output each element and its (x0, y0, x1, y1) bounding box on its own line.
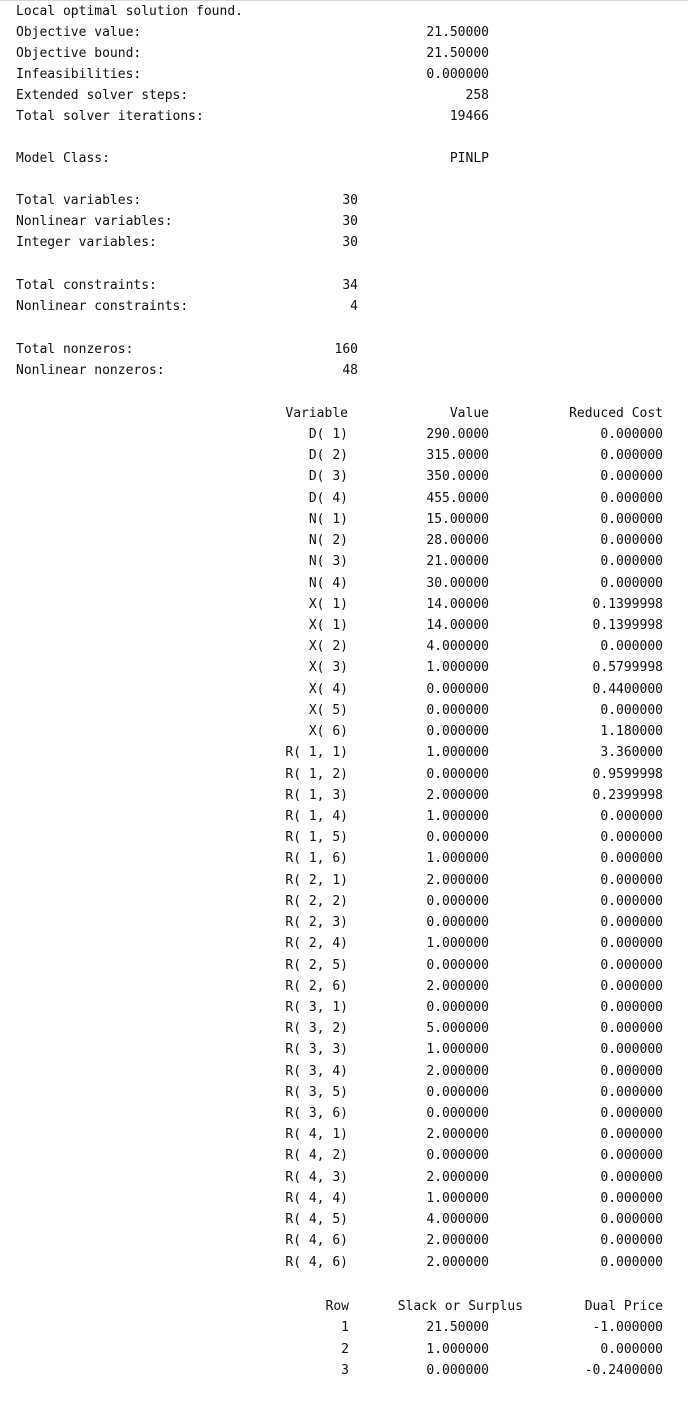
variable-value-cell: 1.000000 (426, 745, 489, 761)
variable-value-cell: 1.000000 (426, 1190, 489, 1206)
model-class-value: PINLP (449, 151, 489, 166)
variable-name-cell: R( 3, 5) (285, 1084, 348, 1100)
variable-value-cell: 2.000000 (426, 1233, 489, 1249)
reduced-cost-cell: 0.1399998 (592, 596, 663, 612)
variables-table-header (0, 403, 688, 424)
variable-value-cell: 14.00000 (426, 617, 489, 633)
variable-name-cell: N( 3) (308, 554, 348, 570)
reduced-cost-cell: 0.000000 (600, 1190, 663, 1206)
reduced-cost-cell: 0.000000 (600, 1042, 663, 1058)
reduced-cost-cell: 0.4400000 (592, 681, 663, 697)
table-row (0, 1188, 688, 1209)
variable-value-cell: 14.00000 (426, 596, 489, 612)
reduced-cost-cell: 0.000000 (600, 978, 663, 994)
table-row (0, 848, 688, 869)
variable-value-cell: 0.000000 (426, 1106, 489, 1122)
variable-name-cell: R( 1, 3) (285, 787, 348, 803)
table-row (0, 509, 688, 530)
stat-row (0, 43, 688, 64)
variable-name-cell: R( 2, 5) (285, 957, 348, 973)
table-row (0, 1061, 688, 1082)
stat-value: 19466 (449, 109, 489, 124)
count-label: Nonlinear constraints: (16, 299, 189, 314)
variable-name-cell: D( 3) (308, 469, 348, 485)
variable-value-cell: 4.000000 (426, 1212, 489, 1228)
row-number-cell: 2 (341, 1341, 349, 1357)
stat-row (0, 22, 688, 43)
dual-price-cell: 0.000000 (600, 1341, 663, 1357)
variable-value-cell: 2.000000 (426, 1254, 489, 1270)
reduced-cost-cell: 0.000000 (600, 1148, 663, 1164)
stat-row (0, 64, 688, 85)
model-class-row (0, 148, 688, 169)
variable-value-cell: 2.000000 (426, 1063, 489, 1079)
table-row (0, 657, 688, 678)
header-value: Value (449, 406, 489, 421)
count-value: 30 (342, 235, 358, 250)
variable-name-cell: R( 2, 4) (285, 936, 348, 952)
table-row (0, 1039, 688, 1060)
variable-value-cell: 2.000000 (426, 787, 489, 803)
count-value: 160 (334, 342, 358, 357)
variables-count-row (0, 190, 688, 211)
variable-name-cell: R( 2, 3) (285, 915, 348, 931)
table-row (0, 424, 688, 445)
reduced-cost-cell: 1.180000 (600, 724, 663, 740)
variable-value-cell: 1.000000 (426, 1042, 489, 1058)
reduced-cost-cell: 0.5799998 (592, 660, 663, 676)
table-row (0, 530, 688, 551)
table-row (0, 721, 688, 742)
header-reduced-cost: Reduced Cost (569, 406, 663, 421)
reduced-cost-cell: 0.000000 (600, 1063, 663, 1079)
variable-value-cell: 0.000000 (426, 999, 489, 1015)
constraints-count-row (0, 296, 688, 317)
variable-value-cell: 1.000000 (426, 660, 489, 676)
reduced-cost-cell: 0.2399998 (592, 787, 663, 803)
reduced-cost-cell: 0.000000 (600, 830, 663, 846)
reduced-cost-cell: 0.000000 (600, 957, 663, 973)
table-row (0, 870, 688, 891)
variable-value-cell: 290.0000 (426, 427, 489, 442)
table-row (0, 891, 688, 912)
reduced-cost-cell: 0.000000 (600, 639, 663, 655)
variable-name-cell: R( 1, 6) (285, 851, 348, 867)
count-value: 30 (342, 214, 358, 229)
count-label: Integer variables: (16, 235, 157, 250)
count-value: 48 (342, 363, 358, 378)
row-number-cell: 3 (341, 1363, 349, 1378)
table-row (0, 955, 688, 976)
variable-name-cell: R( 1, 1) (285, 745, 348, 761)
stat-row (0, 85, 688, 106)
rows-table-header (0, 1296, 688, 1317)
reduced-cost-cell: 0.9599998 (592, 766, 663, 782)
variable-name-cell: R( 1, 5) (285, 830, 348, 846)
reduced-cost-cell: 0.000000 (600, 1127, 663, 1143)
reduced-cost-cell: 0.000000 (600, 511, 663, 527)
variable-value-cell: 455.0000 (426, 490, 489, 506)
variable-name-cell: N( 4) (308, 575, 348, 591)
variable-name-cell: X( 1) (308, 596, 348, 612)
dual-price-cell: -1.000000 (592, 1320, 663, 1335)
reduced-cost-cell: 0.000000 (600, 1254, 663, 1270)
variable-name-cell: N( 1) (308, 511, 348, 527)
variable-name-cell: R( 3, 6) (285, 1106, 348, 1122)
table-row (0, 764, 688, 785)
variable-value-cell: 30.00000 (426, 575, 489, 591)
table-row (0, 806, 688, 827)
count-value: 34 (342, 278, 358, 293)
variables-count-row (0, 211, 688, 232)
variable-name-cell: D( 4) (308, 490, 348, 506)
header-row: Row (325, 1299, 349, 1314)
reduced-cost-cell: 0.000000 (600, 872, 663, 888)
reduced-cost-cell: 0.000000 (600, 1106, 663, 1122)
status-line (0, 1, 688, 22)
slack-cell: 1.000000 (426, 1341, 489, 1357)
variable-value-cell: 0.000000 (426, 915, 489, 931)
table-row (0, 551, 688, 572)
reduced-cost-cell: 0.000000 (600, 1233, 663, 1249)
variable-name-cell: R( 1, 2) (285, 766, 348, 782)
variable-name-cell: R( 3, 2) (285, 1021, 348, 1037)
reduced-cost-cell: 0.000000 (600, 1212, 663, 1228)
variable-value-cell: 0.000000 (426, 1084, 489, 1100)
variable-value-cell: 0.000000 (426, 957, 489, 973)
variable-value-cell: 15.00000 (426, 511, 489, 527)
reduced-cost-cell: 0.000000 (600, 1021, 663, 1037)
count-value: 30 (342, 193, 358, 208)
variable-value-cell: 28.00000 (426, 533, 489, 549)
variable-value-cell: 2.000000 (426, 1127, 489, 1143)
count-label: Total nonzeros: (16, 342, 134, 357)
stat-value: 258 (465, 88, 489, 103)
table-row (0, 615, 688, 636)
variable-value-cell: 315.0000 (426, 448, 489, 464)
stat-label: Extended solver steps: (16, 88, 189, 103)
variable-name-cell: R( 4, 3) (285, 1169, 348, 1185)
reduced-cost-cell: 0.000000 (600, 702, 663, 718)
variable-name-cell: N( 2) (308, 533, 348, 549)
table-row (0, 1124, 688, 1145)
reduced-cost-cell: 0.000000 (600, 490, 663, 506)
header-dual-price: Dual Price (584, 1299, 663, 1314)
reduced-cost-cell: 0.000000 (600, 999, 663, 1015)
variable-name-cell: R( 4, 6) (285, 1254, 348, 1270)
variable-name-cell: R( 4, 1) (285, 1127, 348, 1143)
stat-value: 21.50000 (426, 46, 489, 61)
variable-name-cell: R( 2, 2) (285, 893, 348, 909)
model-class-label: Model Class: (16, 151, 110, 166)
table-row (0, 466, 688, 487)
table-row (0, 636, 688, 657)
header-slack: Slack or Surplus (397, 1299, 523, 1314)
variable-value-cell: 0.000000 (426, 702, 489, 718)
variable-name-cell: R( 4, 2) (285, 1148, 348, 1164)
reduced-cost-cell: 0.000000 (600, 575, 663, 591)
table-row (0, 742, 688, 763)
variable-name-cell: R( 3, 3) (285, 1042, 348, 1058)
count-label: Nonlinear variables: (16, 214, 173, 229)
reduced-cost-cell: 0.000000 (600, 1084, 663, 1100)
variable-name-cell: R( 3, 4) (285, 1063, 348, 1079)
count-label: Nonlinear nonzeros: (16, 363, 165, 378)
variable-value-cell: 2.000000 (426, 1169, 489, 1185)
variable-value-cell: 1.000000 (426, 808, 489, 824)
table-row (0, 1252, 688, 1273)
constraints-count-row (0, 275, 688, 296)
table-row (0, 785, 688, 806)
reduced-cost-cell: 0.000000 (600, 448, 663, 464)
table-row (0, 976, 688, 997)
variable-name-cell: R( 1, 4) (285, 808, 348, 824)
variable-value-cell: 1.000000 (426, 851, 489, 867)
reduced-cost-cell: 0.000000 (600, 893, 663, 909)
variable-value-cell: 21.00000 (426, 554, 489, 570)
table-row (0, 997, 688, 1018)
table-row (0, 700, 688, 721)
table-row (0, 1018, 688, 1039)
table-row (0, 912, 688, 933)
reduced-cost-cell: 0.000000 (600, 469, 663, 485)
reduced-cost-cell: 0.000000 (600, 427, 663, 442)
row-number-cell: 1 (341, 1320, 349, 1335)
variable-name-cell: X( 4) (308, 681, 348, 697)
stat-label: Infeasibilities: (16, 67, 142, 82)
status-text: Local optimal solution found. (16, 4, 243, 19)
table-row (0, 1103, 688, 1124)
table-row (0, 1317, 688, 1338)
variable-name-cell: D( 2) (308, 448, 348, 464)
variable-name-cell: R( 4, 5) (285, 1212, 348, 1228)
slack-cell: 0.000000 (426, 1363, 489, 1378)
reduced-cost-cell: 0.000000 (600, 851, 663, 867)
table-row (0, 573, 688, 594)
table-row (0, 679, 688, 700)
reduced-cost-cell: 0.000000 (600, 533, 663, 549)
variable-name-cell: D( 1) (308, 427, 348, 442)
variable-name-cell: X( 5) (308, 702, 348, 718)
table-row (0, 1360, 688, 1381)
table-row (0, 1082, 688, 1103)
stat-row (0, 106, 688, 127)
variable-name-cell: R( 4, 6) (285, 1233, 348, 1249)
dual-price-cell: -0.2400000 (584, 1363, 663, 1378)
reduced-cost-cell: 0.000000 (600, 808, 663, 824)
table-row (0, 827, 688, 848)
stat-value: 21.50000 (426, 25, 489, 40)
table-row (0, 1230, 688, 1251)
stat-label: Objective value: (16, 25, 142, 40)
reduced-cost-cell: 0.1399998 (592, 617, 663, 633)
table-row (0, 445, 688, 466)
variable-name-cell: X( 1) (308, 617, 348, 633)
nonzeros-count-row (0, 339, 688, 360)
reduced-cost-cell: 0.000000 (600, 915, 663, 931)
reduced-cost-cell: 3.360000 (600, 745, 663, 761)
variable-name-cell: R( 3, 1) (285, 999, 348, 1015)
count-label: Total variables: (16, 193, 142, 208)
stat-label: Total solver iterations: (16, 109, 204, 124)
variables-count-row (0, 232, 688, 253)
variable-name-cell: R( 4, 4) (285, 1190, 348, 1206)
variable-value-cell: 2.000000 (426, 978, 489, 994)
slack-cell: 21.50000 (426, 1320, 489, 1335)
table-row (0, 488, 688, 509)
variable-value-cell: 0.000000 (426, 830, 489, 846)
variable-value-cell: 0.000000 (426, 893, 489, 909)
variable-value-cell: 2.000000 (426, 872, 489, 888)
table-row (0, 1145, 688, 1166)
variable-value-cell: 0.000000 (426, 766, 489, 782)
table-row (0, 1167, 688, 1188)
stat-label: Objective bound: (16, 46, 142, 61)
variable-value-cell: 0.000000 (426, 681, 489, 697)
table-row (0, 1339, 688, 1360)
variable-name-cell: X( 3) (308, 660, 348, 676)
variable-value-cell: 5.000000 (426, 1021, 489, 1037)
variable-name-cell: R( 2, 1) (285, 872, 348, 888)
nonzeros-count-row (0, 360, 688, 381)
count-value: 4 (350, 299, 358, 314)
variable-value-cell: 350.0000 (426, 469, 489, 485)
variable-value-cell: 4.000000 (426, 639, 489, 655)
stat-value: 0.000000 (426, 67, 489, 82)
table-row (0, 933, 688, 954)
variable-name-cell: X( 6) (308, 724, 348, 740)
variable-value-cell: 1.000000 (426, 936, 489, 952)
variable-name-cell: R( 2, 6) (285, 978, 348, 994)
reduced-cost-cell: 0.000000 (600, 554, 663, 570)
table-row (0, 1209, 688, 1230)
variable-value-cell: 0.000000 (426, 724, 489, 740)
reduced-cost-cell: 0.000000 (600, 936, 663, 952)
variable-name-cell: X( 2) (308, 639, 348, 655)
header-variable: Variable (285, 406, 348, 421)
reduced-cost-cell: 0.000000 (600, 1169, 663, 1185)
table-row (0, 594, 688, 615)
variable-value-cell: 0.000000 (426, 1148, 489, 1164)
count-label: Total constraints: (16, 278, 157, 293)
